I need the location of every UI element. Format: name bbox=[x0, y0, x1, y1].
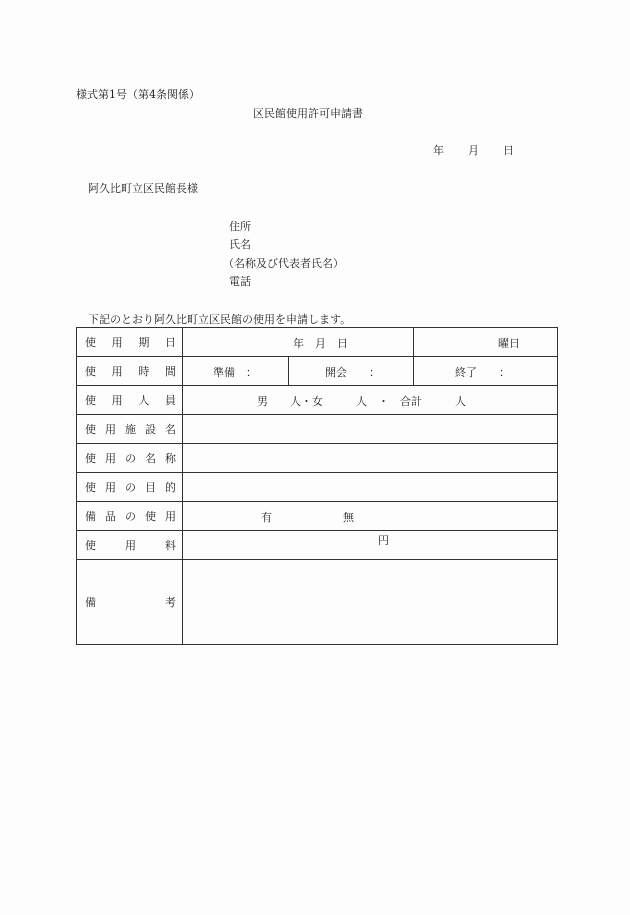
row-label bbox=[77, 531, 183, 560]
label-char: 使 bbox=[85, 423, 96, 436]
form-number: 様式第1号（第4条関係） bbox=[76, 88, 200, 101]
time-open-field[interactable] bbox=[289, 357, 414, 386]
label-char: 用 bbox=[105, 423, 116, 436]
row-fee bbox=[77, 531, 558, 560]
row-time bbox=[77, 357, 558, 386]
row-event-name bbox=[77, 444, 558, 473]
label-char: 備 bbox=[85, 596, 96, 609]
remarks-field[interactable] bbox=[183, 560, 558, 645]
label-char: 使 bbox=[85, 452, 96, 465]
row-facility bbox=[77, 415, 558, 444]
label-char: 使 bbox=[85, 365, 96, 378]
time-end-field[interactable] bbox=[414, 357, 558, 386]
label-char: 使 bbox=[85, 394, 96, 407]
label-char: 施 bbox=[125, 423, 136, 436]
address-label: 住所 bbox=[229, 220, 251, 233]
fee-unit: 円 bbox=[378, 534, 389, 547]
label-char: の bbox=[125, 452, 136, 465]
label-char: 目 bbox=[145, 481, 156, 494]
row-label bbox=[77, 560, 183, 645]
label-char: 名 bbox=[145, 452, 156, 465]
label-char: 備 bbox=[85, 510, 96, 523]
date-month: 月 bbox=[468, 144, 479, 157]
time-prep: 準備 ： bbox=[213, 366, 257, 379]
period-weekday: 曜日 bbox=[498, 337, 520, 350]
document-title: 区民館使用許可申請書 bbox=[253, 107, 363, 120]
name-note: （名称及び代表者氏名） bbox=[223, 257, 344, 270]
label-char: 考 bbox=[165, 596, 176, 609]
label-char: の bbox=[125, 481, 136, 494]
label-char: 用 bbox=[111, 336, 123, 349]
label-char: 期 bbox=[138, 336, 150, 349]
period-date-field[interactable] bbox=[183, 328, 414, 357]
row-label bbox=[77, 444, 183, 473]
row-purpose bbox=[77, 473, 558, 502]
label-char: 使 bbox=[145, 510, 156, 523]
row-equipment bbox=[77, 502, 558, 531]
equipment-field[interactable] bbox=[183, 502, 558, 531]
label-char: 称 bbox=[165, 452, 176, 465]
date-year: 年 bbox=[433, 144, 444, 157]
time-open: 開会 ： bbox=[325, 366, 380, 379]
label-char: 使 bbox=[85, 539, 96, 552]
label-char: 用 bbox=[165, 510, 176, 523]
row-label bbox=[77, 502, 183, 531]
people-text: 男 人・女 人 ・ 合計 人 bbox=[257, 395, 466, 408]
label-char: 用 bbox=[125, 539, 136, 552]
label-char: 設 bbox=[145, 423, 156, 436]
date-day: 日 bbox=[503, 144, 514, 157]
label-char: の bbox=[125, 510, 136, 523]
label-char: 時 bbox=[138, 365, 150, 378]
fee-field[interactable] bbox=[183, 531, 558, 560]
label-char: 用 bbox=[105, 481, 116, 494]
addressee: 阿久比町立区民館長様 bbox=[88, 182, 198, 195]
label-char: 品 bbox=[105, 510, 116, 523]
row-label bbox=[77, 328, 183, 357]
equipment-yes[interactable]: 有 bbox=[261, 511, 272, 524]
label-char: 料 bbox=[165, 539, 176, 552]
time-prep-field[interactable] bbox=[183, 357, 289, 386]
label-char: 名 bbox=[165, 423, 176, 436]
row-remarks bbox=[77, 560, 558, 645]
label-char: 使 bbox=[85, 481, 96, 494]
row-period bbox=[77, 328, 558, 357]
label-char: 使 bbox=[85, 336, 96, 349]
label-char: 日 bbox=[164, 336, 176, 349]
row-label bbox=[77, 357, 183, 386]
time-end: 終了 ： bbox=[455, 366, 510, 379]
period-date-text: 年 月 日 bbox=[293, 337, 348, 350]
intro-text: 下記のとおり阿久比町立区民館の使用を申請します。 bbox=[88, 313, 352, 326]
label-char: 人 bbox=[138, 394, 150, 407]
label-char: 員 bbox=[164, 394, 176, 407]
equipment-no[interactable]: 無 bbox=[343, 511, 354, 524]
row-people bbox=[77, 386, 558, 415]
period-weekday-field[interactable] bbox=[414, 328, 558, 357]
facility-field[interactable] bbox=[183, 415, 558, 444]
purpose-field[interactable] bbox=[183, 473, 558, 502]
phone-label: 電話 bbox=[229, 275, 251, 288]
event-name-field[interactable] bbox=[183, 444, 558, 473]
row-label bbox=[77, 473, 183, 502]
row-label bbox=[77, 415, 183, 444]
label-char: 用 bbox=[111, 394, 123, 407]
row-label bbox=[77, 386, 183, 415]
label-char: 間 bbox=[164, 365, 176, 378]
label-char: 用 bbox=[105, 452, 116, 465]
label-char: 的 bbox=[165, 481, 176, 494]
application-table bbox=[76, 327, 558, 645]
people-field[interactable] bbox=[183, 386, 558, 415]
name-label: 氏名 bbox=[229, 238, 251, 251]
label-char: 用 bbox=[111, 365, 123, 378]
